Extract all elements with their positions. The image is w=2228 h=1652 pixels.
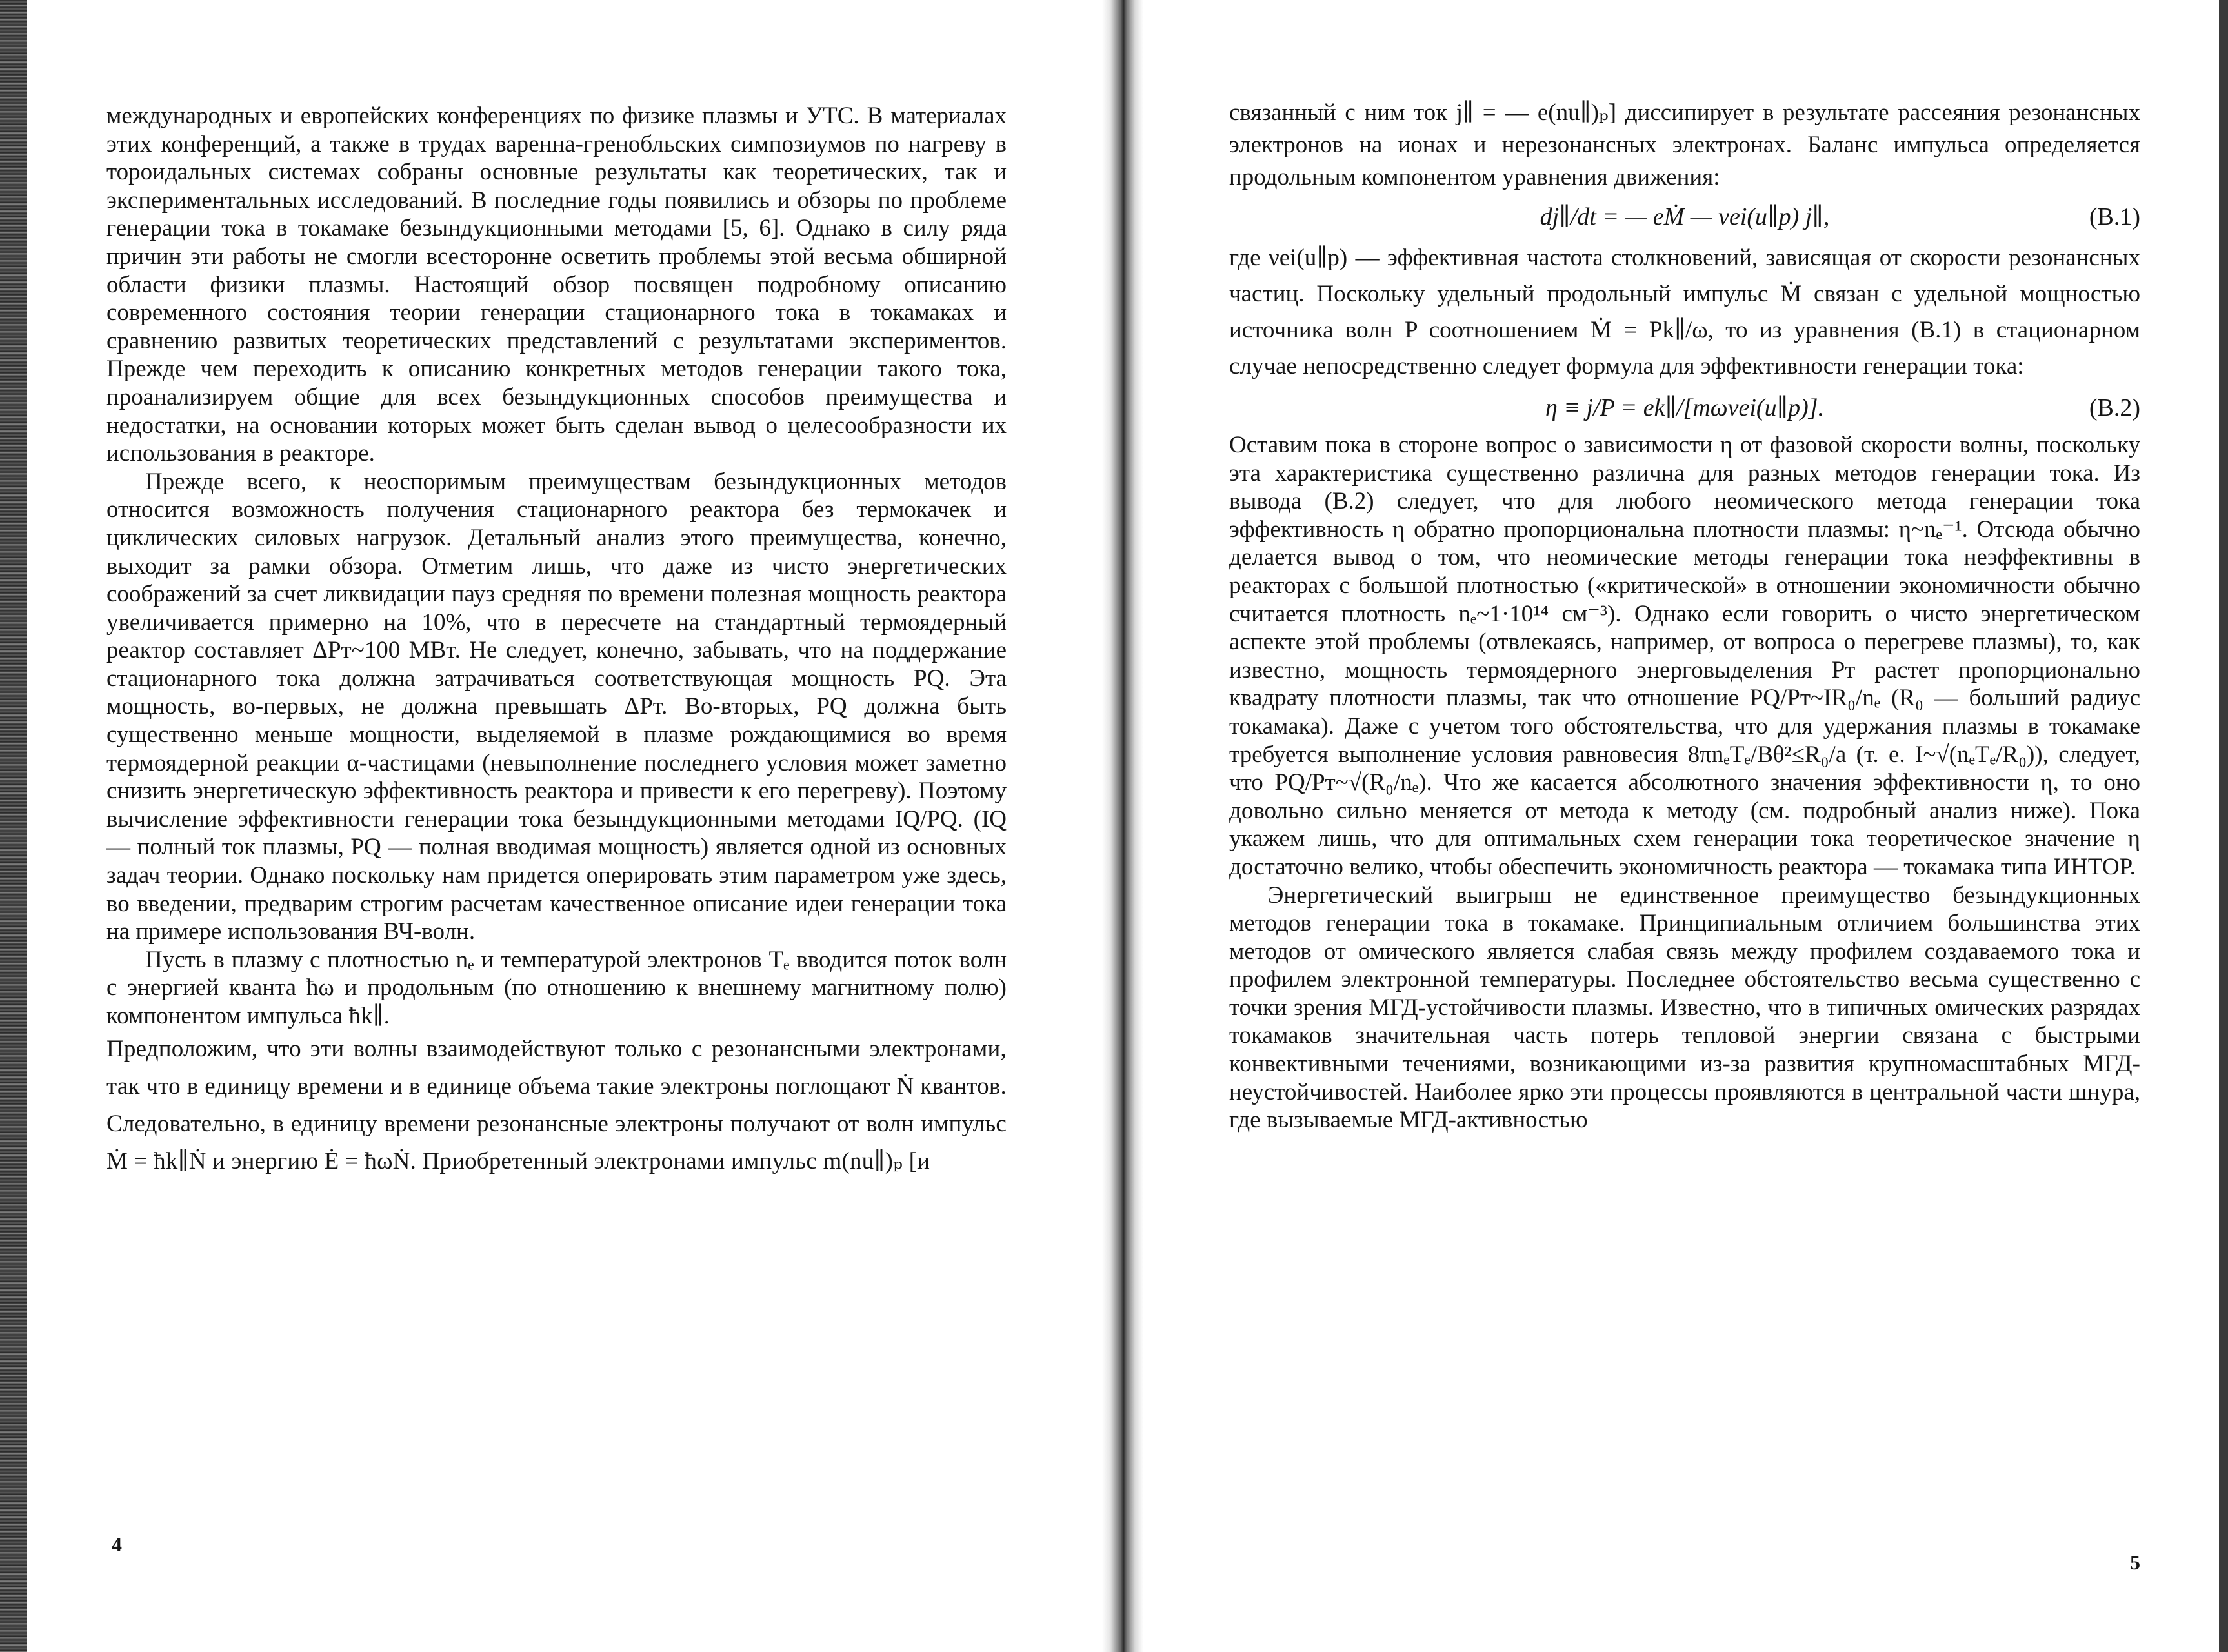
right-page	[1229, 0, 2140, 1652]
left-page-edge-binding	[0, 0, 27, 1652]
right-page-body	[1229, 97, 2140, 1134]
equation-b1-label: (B.1)	[2089, 203, 2140, 230]
page-number-left: 4	[112, 1533, 122, 1556]
equation-b2	[1229, 390, 2140, 426]
left-paragraph-3: Пусть в плазму с плотностью nₑ и температурой электронов Tₑ вводится поток волн с энергией кванта ħω и продольным (по отношению к внешнему магнитному полю) компонентом импульса ħk∥.	[106, 946, 1007, 1029]
left-page-body	[106, 102, 1007, 1180]
left-paragraph-1: международных и европейских конференциях по физике плазмы и УТС. В материалах этих конференций, а также в трудах варенна-гренобльских симпозиумов по нагреву в тороидальных системах собраны основные результаты как теоретических, так и экспериментальных исследований. В последние годы появились и обзоры по проблеме генерации тока в токамаке безындукционными методами [5, 6]. Однако в силу ряда причин эти работы не смогли всесторонне осветить проблемы этой весьма обширной области физики плазмы. Настоящий обзор посвящен подробному описанию современного состояния теории генерации стационарного тока в токамаках и сравнению развитых теоретических представлений с результатами экспериментов. Прежде чем переходить к описанию конкретных методов генерации такого тока, проанализируем общие для всех безындукционных способов преимущества и недостатки, на основании которых может быть сделан вывод о целесообразности их использования в реакторе.	[106, 103, 1007, 467]
equation-b1	[1229, 199, 2140, 235]
right-paragraph-3: Оставим пока в стороне вопрос о зависимости η от фазовой скорости волны, поскольку эта характеристика существенно различна для разных методов генерации тока. Из вывода (B.2) следует, что для любого неомического метода генерации тока эффективность η обратно пропорциональна плотности плазмы: η~nₑ⁻¹. Отсюда обычно делается вывод о том, что неомические методы генерации тока неэффективны в реакторах с большой плотностью («критической» в отношении экономичности обычно считается плотность nₑ~1·10¹⁴ см⁻³). Однако если говорить о чисто энергетическом аспекте этой проблемы (отвлекаясь, например, от вопроса о перегреве плазмы), то, как известно, мощность термоядерного энерговыделения Pт растет пропорционально квадрату плотности плазмы, так что отношение PQ/Pт~IR₀/nₑ (R₀ — больший радиус токамака). Даже с учетом того обстоятельства, что для удержания плазмы в токамаке требуется выполнение условия равновесия 8πnₑTₑ/Bθ²≤R₀/a (т. е. I~√(nₑTₑ/R₀)), следует, что PQ/Pт~√(R₀/nₑ). Что же касается абсолютного значения эффективности η, то оно довольно сильно меняется от метода к методу (см. подробный анализ ниже). Пока укажем лишь, что для оптимальных схем генерации тока теоретическое значение η достаточно велико, чтобы обеспечить экономичность реактора — токамака типа ИНТОР.	[1229, 432, 2140, 880]
book-spine-fold	[1102, 0, 1143, 1652]
equation-b2-body: η ≡ j/P = ek∥/[mωνei(u∥p)].	[1545, 394, 1825, 421]
equation-b2-label: (B.2)	[2089, 394, 2140, 421]
right-paragraph-1: связанный с ним ток j∥ = — e(nu∥)ₚ] диссипирует в результате рассеяния резонансных электронов на ионах и нерезонансных электронах. Баланс импульса определяется продольным компонентом уравнения движения:	[1229, 99, 2140, 190]
equation-b1-body: dj∥/dt = — eṀ — νei(u∥p) j∥,	[1540, 203, 1830, 230]
right-page-edge	[2219, 0, 2228, 1652]
left-page	[106, 0, 1007, 1652]
left-paragraph-4: Предположим, что эти волны взаимодействуют только с резонансными электронами, так что в единицу времени и в единице объема такие электроны поглощают Ṅ квантов. Следовательно, в единицу времени резонансные электроны получают от волн импульс Ṁ = ħk∥Ṅ и энергию Ė = ħωṄ. Приобретенный электронами импульс m(nu∥)ₚ [и	[106, 1035, 1007, 1174]
page-number-right: 5	[2130, 1551, 2140, 1574]
right-paragraph-2: где νei(u∥p) — эффективная частота столкновений, зависящая от скорости резонансных частиц. Поскольку удельный продольный импульс Ṁ связан с удельной мощностью источника волн P соотношением Ṁ = Pk∥/ω, то из уравнения (B.1) в стационарном случае непосредственно следует формула для эффективности генерации тока:	[1229, 245, 2140, 379]
right-paragraph-4: Энергетический выигрыш не единственное преимущество безындукционных методов генерации тока в токамаке. Принципиальным отличием большинства этих методов от омического является слабая связь между профилем создаваемого тока и профилем электронной температуры. Последнее обстоятельство весьма существенно с точки зрения МГД-устойчивости плазмы. Известно, что в типичных омических разрядах токамаков значительная часть потерь тепловой энергии связана с быстрыми конвективными течениями, возникающими из-за развития крупномасштабных МГД-неустойчивостей. Наиболее ярко эти процессы проявляются в центральной части шнура, где вызываемые МГД-активностью	[1229, 881, 2140, 1134]
left-paragraph-2: Прежде всего, к неоспоримым преимуществам безындукционных методов относится возможность получения стационарного реактора без термокачек и циклических силовых нагрузок. Детальный анализ этого преимущества, конечно, выходит за рамки обзора. Отметим лишь, что даже из чисто энергетических соображений за счет ликвидации пауз средняя по времени полезная мощность реактора увеличивается примерно на 10%, что в пересчете на стандартный термоядерный реактор составляет ΔPт~100 МВт. Не следует, конечно, забывать, что на поддержание стационарного тока должна затрачиваться соответствующая мощность PQ. Эта мощность, во-первых, не должна превышать ΔPт. Во-вторых, PQ должна быть существенно меньше мощности, выделяемой в плазме рождающимися во время термоядерной реакции α-частицами (невыполнение последнего условия может заметно снизить энергетическую эффективность реактора и привести к его перегреву). Поэтому вычисление эффективности генерации тока безындукционными методами IQ/PQ. (IQ — полный ток плазмы, PQ — полная вводимая мощность) является одной из основных задач теории. Однако поскольку нам придется оперировать этим параметром уже здесь, во введении, предварим строгим расчетам качественное описание идеи генерации тока на примере использования ВЧ-волн.	[106, 468, 1007, 945]
